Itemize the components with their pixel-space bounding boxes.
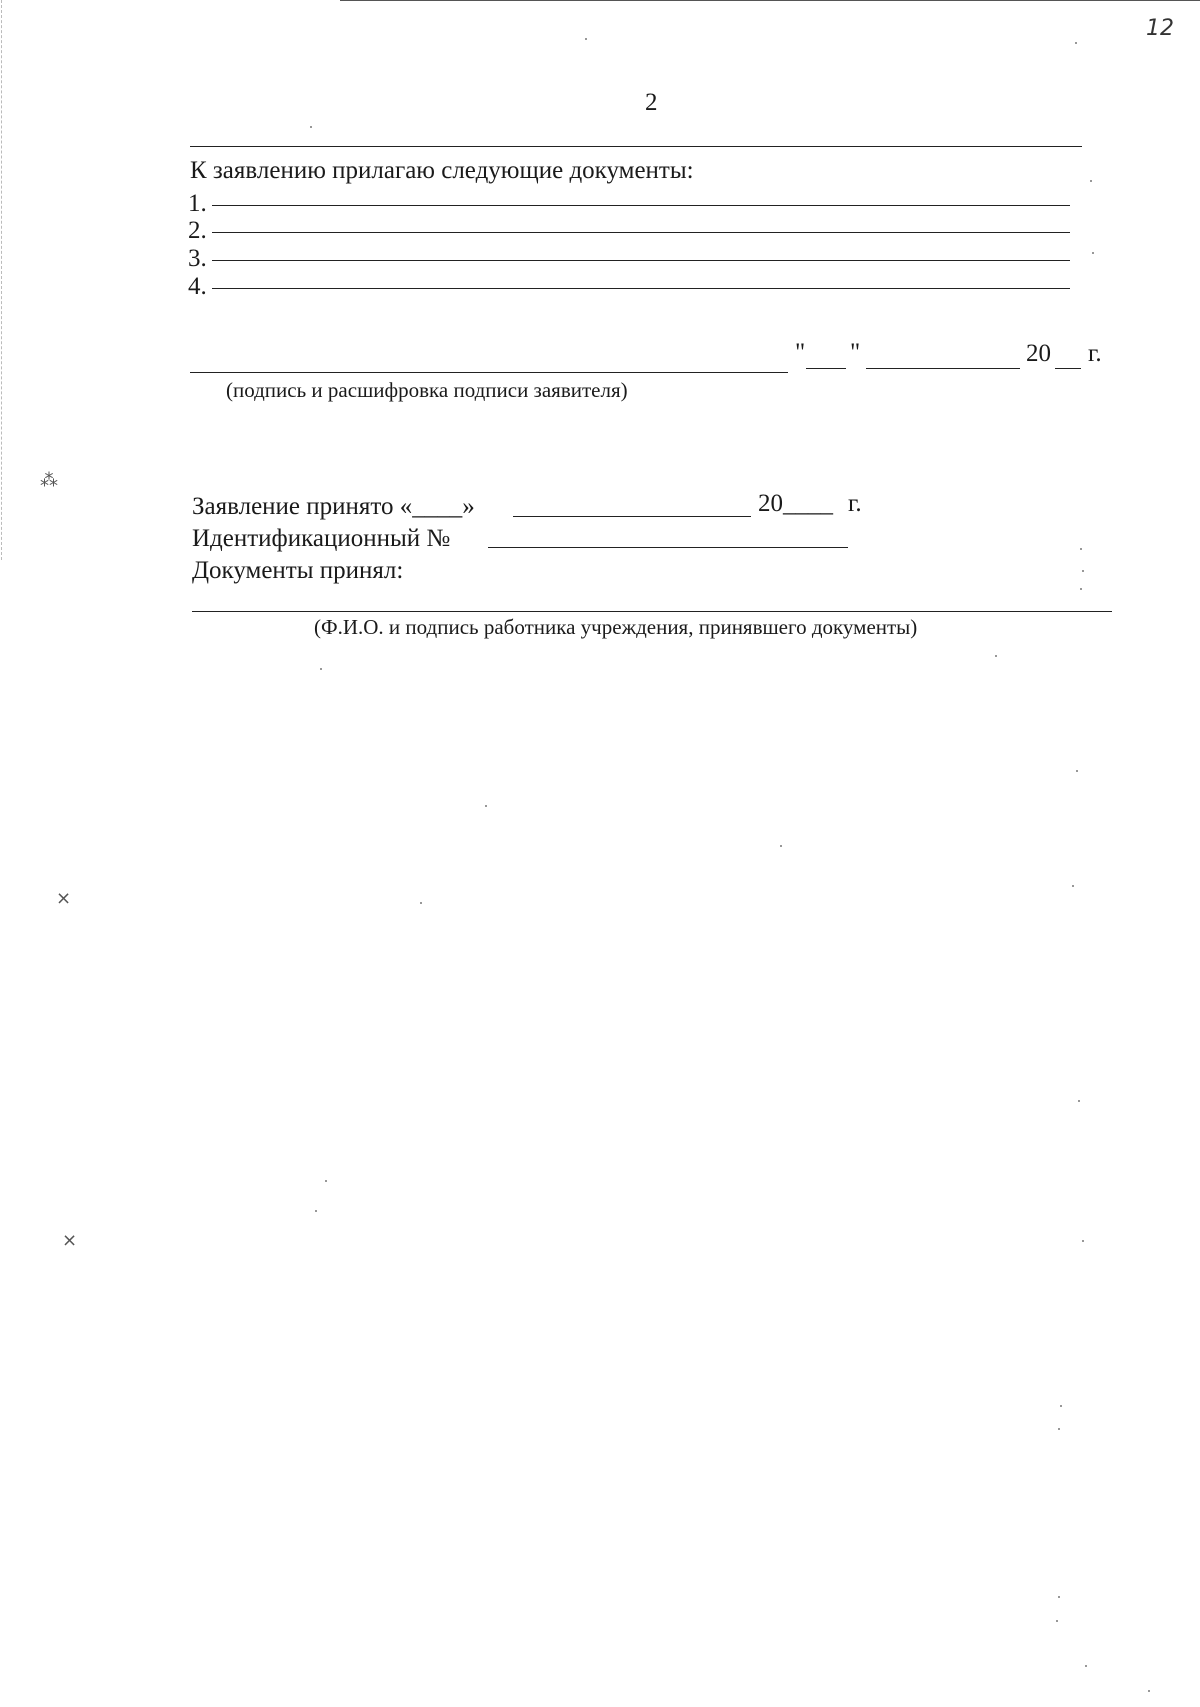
scan-speck — [325, 1180, 327, 1182]
scan-speck — [1056, 1620, 1058, 1622]
scan-speck — [1082, 570, 1084, 572]
scan-artifact-mark: ⨯ — [56, 888, 72, 909]
scan-artifact-mark: ⨯ — [62, 1230, 78, 1251]
scan-speck — [1080, 548, 1082, 550]
scan-speck — [315, 1210, 317, 1212]
accepted-month-line — [513, 516, 751, 517]
scan-speck — [1072, 885, 1074, 887]
attachment-line-3 — [212, 260, 1070, 261]
scan-speck — [585, 38, 587, 40]
scan-artifact-mark: ⁂ — [40, 470, 58, 491]
id-number-line — [488, 547, 848, 548]
scan-speck — [1058, 1596, 1060, 1598]
scan-speck — [1085, 1665, 1087, 1667]
attachment-label-2: 2. — [188, 217, 207, 244]
attachment-label-3: 3. — [188, 245, 207, 272]
top-rule — [190, 146, 1082, 147]
scan-speck — [780, 845, 782, 847]
accepted-year: 20____ — [758, 490, 833, 517]
signature-year-suffix: г. — [1088, 340, 1102, 367]
applicant-signature-line — [190, 372, 788, 373]
signature-month-line — [866, 368, 1020, 369]
id-number-label: Идентификационный № — [192, 525, 451, 552]
receiver-signature-caption: (Ф.И.О. и подпись работника учреждения, принявшего документы) — [314, 615, 918, 639]
signature-year-prefix: 20 — [1026, 340, 1051, 367]
signature-year-line — [1055, 368, 1081, 369]
scan-speck — [310, 126, 312, 128]
signature-date-quote-left: " — [795, 339, 806, 366]
attachment-label-4: 4. — [188, 273, 207, 300]
applicant-signature-caption: (подпись и расшифровка подписи заявителя) — [226, 378, 628, 402]
receiver-signature-line — [192, 611, 1112, 612]
scan-speck — [1075, 42, 1077, 44]
scan-speck — [1060, 1405, 1062, 1407]
scan-speck — [1092, 252, 1094, 254]
attachments-heading: К заявлению прилагаю следующие документы: — [190, 157, 694, 184]
attachment-line-2 — [212, 232, 1070, 233]
scan-top-edge — [340, 0, 1200, 1]
attachment-label-1: 1. — [188, 190, 207, 217]
accepted-year-suffix: г. — [848, 490, 862, 517]
scan-speck — [420, 902, 422, 904]
accepted-date-prefix: Заявление принято «____» — [192, 493, 475, 520]
scan-speck — [320, 668, 322, 670]
scan-speck — [1076, 770, 1078, 772]
scan-speck — [995, 655, 997, 657]
handwritten-page-number: 12 — [1146, 16, 1174, 41]
scan-speck — [1082, 1240, 1084, 1242]
scan-speck — [1078, 1100, 1080, 1102]
scan-speck — [1080, 588, 1082, 590]
scan-speck — [1090, 180, 1092, 182]
page-number: 2 — [645, 89, 658, 116]
scan-speck — [1148, 1690, 1150, 1692]
signature-date-quote-right: " — [850, 339, 861, 366]
scan-speck — [1058, 1428, 1060, 1430]
received-by-label: Документы принял: — [192, 557, 404, 584]
scan-speck — [485, 805, 487, 807]
attachment-line-1 — [212, 205, 1070, 206]
signature-day-line — [806, 368, 846, 369]
attachment-line-4 — [212, 288, 1070, 289]
scan-left-edge — [1, 0, 2, 560]
